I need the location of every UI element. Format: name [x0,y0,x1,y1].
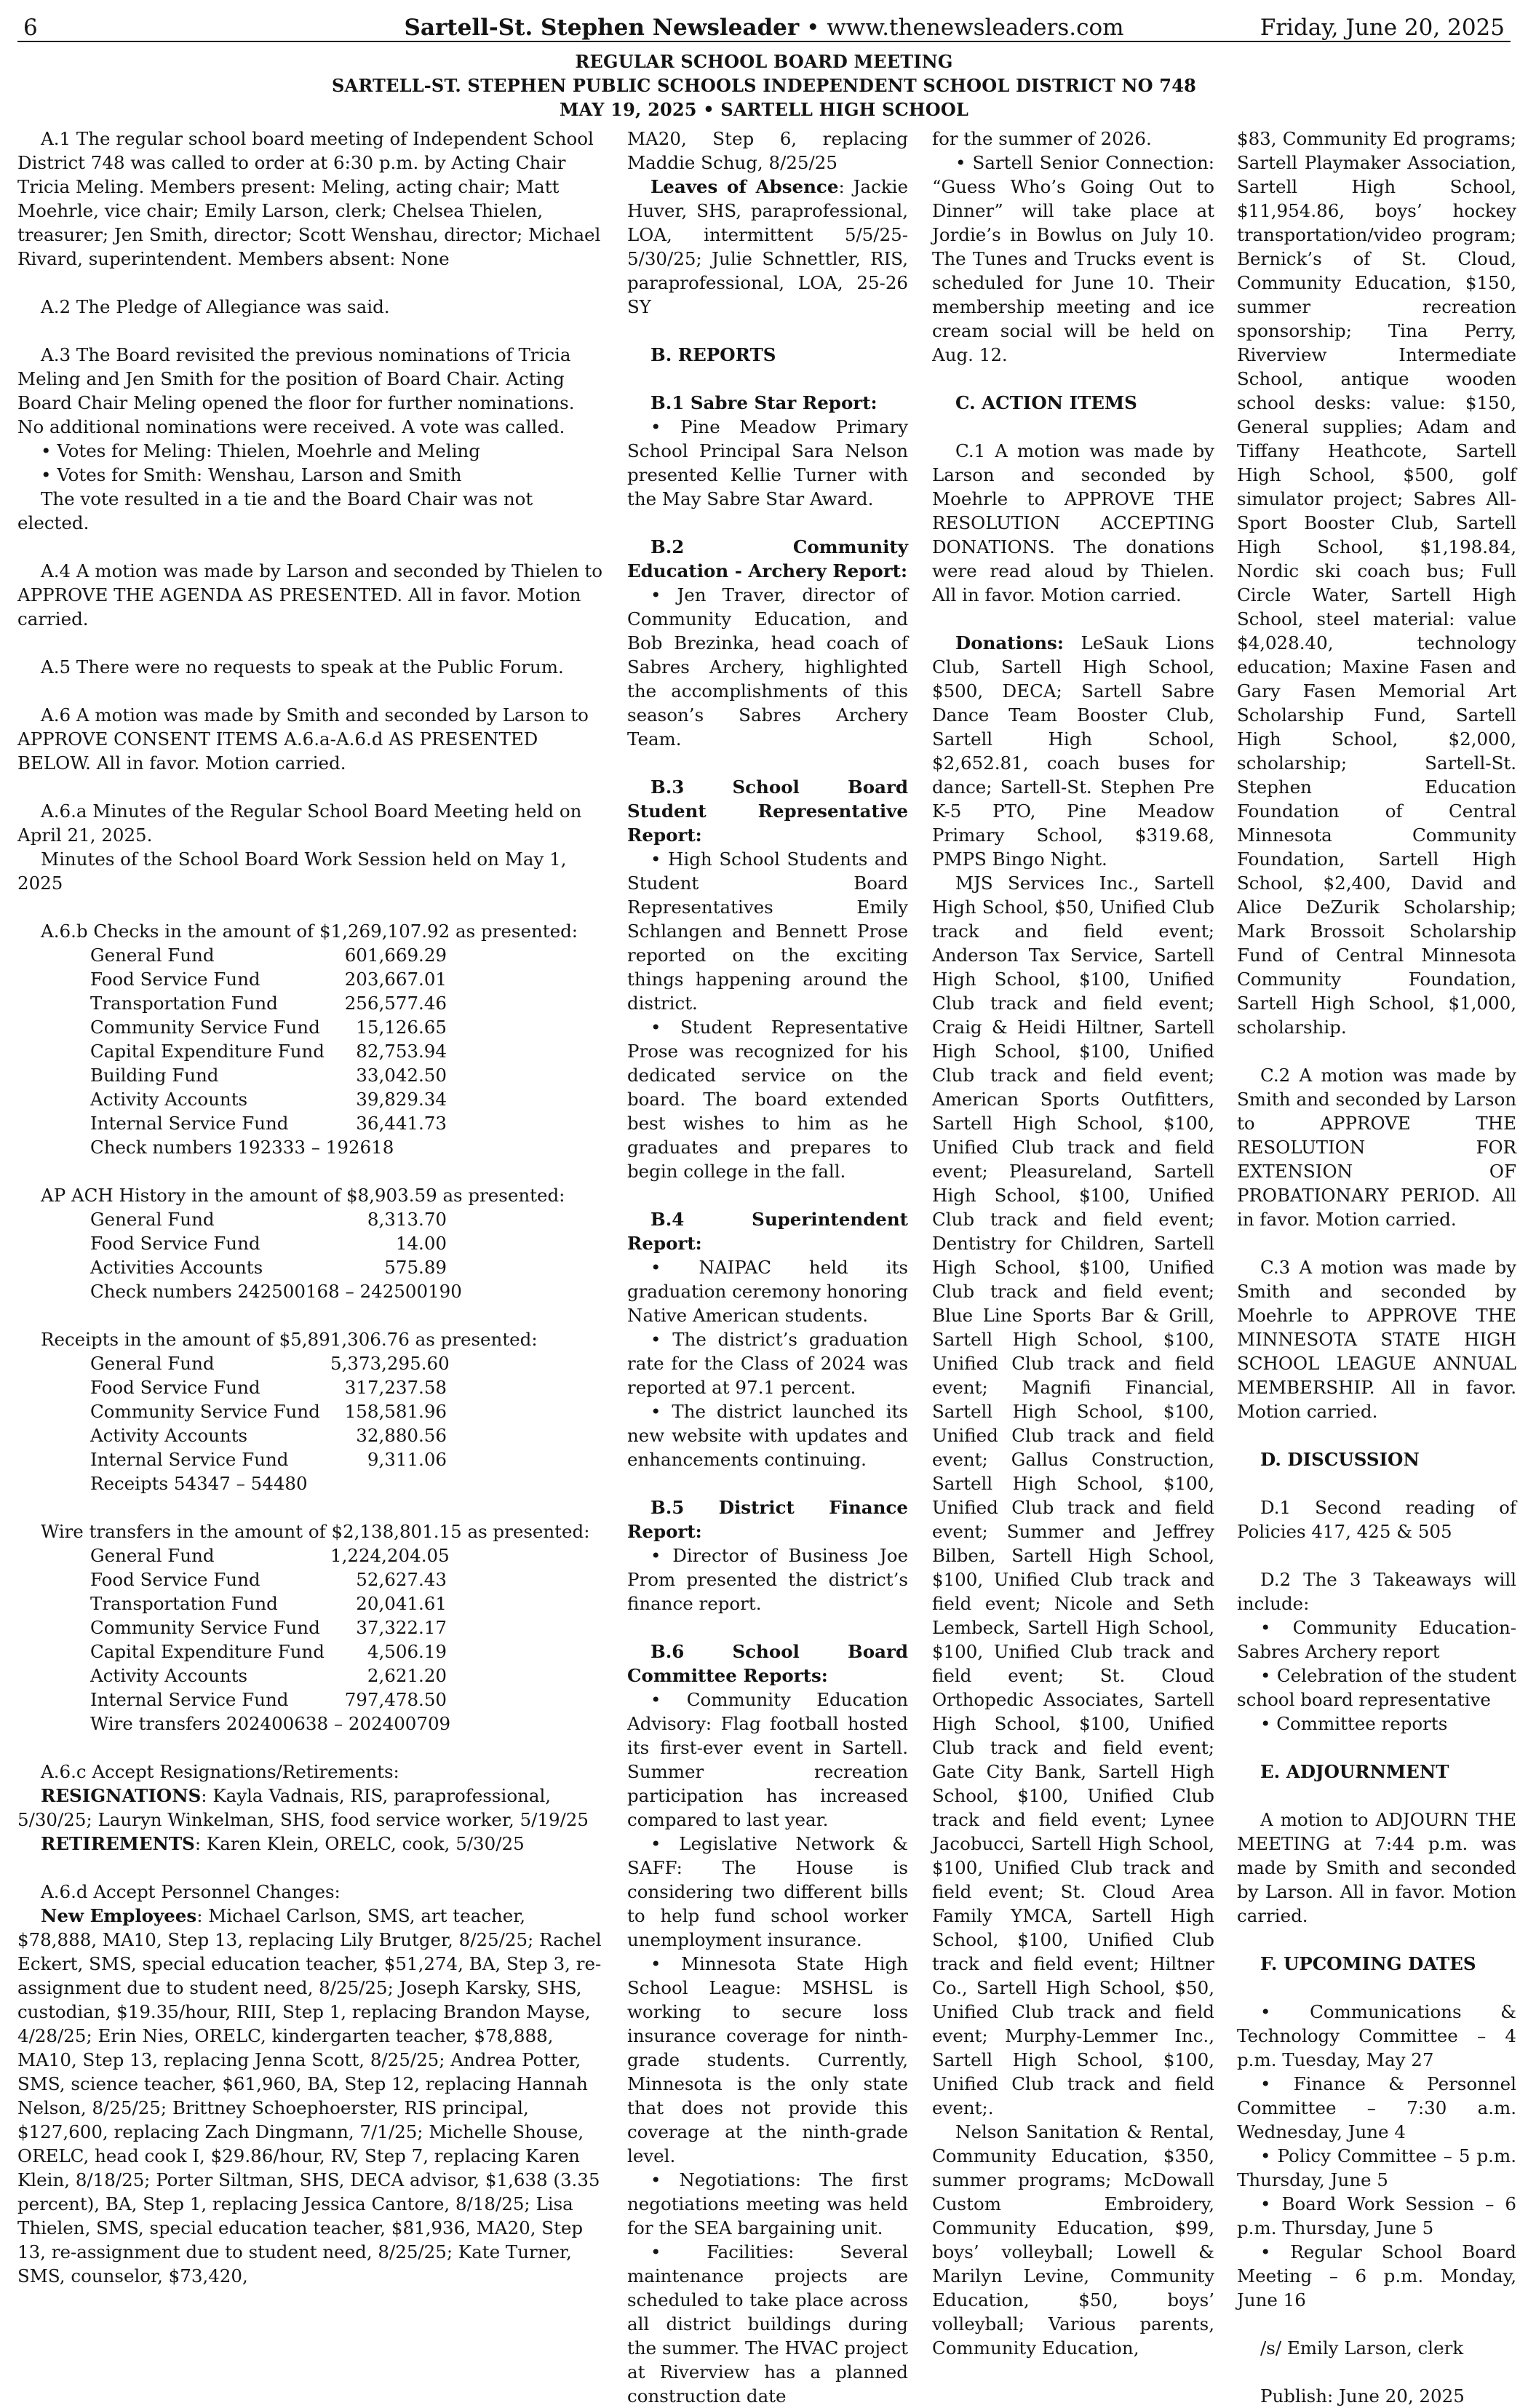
wire-intro: Wire transfers in the amount of $2,138,801.15 as presented: [41,1521,590,1542]
b3-heading: B.3 School Board Student Representative Report: [627,776,908,846]
takeaway-3: • Committee reports [1260,1713,1448,1734]
fund-row [17,1567,447,1592]
checks-fund-list [17,943,604,1135]
clerk-signature: /s/ Emily Larson, clerk [1260,2337,1464,2359]
fund-name: Internal Service Fund [90,1449,289,1470]
upcoming-date-5: • Regular School Board Meeting – 6 p.m. Monday, June 16 [1237,2241,1516,2310]
fund-amount: 36,441.73 [356,1113,447,1134]
item-a5: A.5 There were no requests to speak at the Public Forum. [41,656,564,678]
fund-amount: 4,506.19 [367,1641,447,1662]
fund-amount: 9,311.06 [367,1449,447,1470]
publish-date: Publish: June 20, 2025 [1260,2385,1465,2407]
fund-name: Activity Accounts [90,1089,248,1110]
b5-text: • Director of Business Joe Prom presented the district’s finance report. [627,1545,908,1614]
fund-amount: 317,237.58 [344,1377,447,1398]
new-employees-label: New Employees [41,1905,197,1926]
receipts-fund-list [17,1351,604,1471]
fund-amount: 8,313.70 [367,1209,447,1230]
new-employees-text: : Michael Carlson, SMS, art teacher, $78,888, MA10, Step 13, replacing Lily Brutger, 8/25/25; Rachel Eckert, SMS, special education teacher, $51,274, BA, Step 3, re-assignment due to student need, 8/25/25; Joseph Karsky, SHS, custodian, $19.35/hour, RIII, Step 1, replacing Brandon Mayse, 4/28/25; Erin Nies, ORELC, kindergarten teacher, $78,888, MA10, Step 13, replacing Jenna Scott, 8/25/25; Andrea Potter, SMS, science teacher, $61,960, BA, Step 12, replacing Hannah Nelson, 8/25/25; Brittney Schoephoerster, RIS principal, $127,600, replacing Zach Dingmann, 7/1/25; Michelle Shouse, ORELC, head cook I, $29.86/hour, RV, Step 7, replacing Karen Klein, 8/18/25; Porter Siltman, SHS, DECA advisor, $1,638 (3.35 percent), BA, Step 1, replacing Jessica Cantore, 8/18/25; Lisa Thielen, SMS, special education teacher, $81,936, MA20, Step 13, re-assignment due to student need, 8/25/25; Kate Turner, SMS, counselor, $73,420, [17,1905,602,2286]
fund-amount: 33,042.50 [356,1065,447,1086]
fund-name: Capital Expenditure Fund [90,1041,325,1062]
item-d1: D.1 Second reading of Policies 417, 425 & 505 [1237,1497,1516,1542]
b4-text-3: • The district launched its new website with updates and enhancements continuing. [627,1401,908,1470]
website: www.thenewsleaders.com [827,15,1124,41]
item-a2: A.2 The Pledge of Allegiance was said. [41,296,390,317]
b1-text: • Pine Meadow Primary School Principal Sara Nelson presented Kellie Turner with the May Sabre Star Award. [627,416,908,509]
fund-amount: 20,041.61 [356,1593,447,1614]
b4-heading: B.4 Superintendent Report: [627,1209,908,1254]
column-2 [627,127,908,2408]
fund-amount: 37,322.17 [356,1617,447,1638]
col3-continuation: for the summer of 2026. [932,128,1152,149]
donations-label: Donations: [955,632,1064,653]
masthead-separator: • [806,15,820,41]
item-a3: A.3 The Board revisited the previous nominations of Tricia Meling and Jen Smith for the position of Board Chair. Acting Board Chair Meling opened the floor for further nominations. No additional nominations were received. A vote was called. [17,344,575,437]
item-c3: C.3 A motion was made by Smith and seconded by Moehrle to APPROVE THE MINNESOTA STATE HIGH SCHOOL LEAGUE ANNUAL MEMBERSHIP. All in favor. Motion carried. [1237,1257,1516,1422]
item-d2: D.2 The 3 Takeaways will include: [1237,1569,1516,1614]
b6-text-4: • Negotiations: The first negotiations meeting was held for the SEA bargaining unit. [627,2169,908,2238]
item-a6a-work-session: Minutes of the School Board Work Session held on May 1, 2025 [17,849,567,894]
fund-name: Community Service Fund [90,1017,320,1038]
fund-row [17,991,447,1015]
item-c2: C.2 A motion was made by Smith and seconded by Larson to APPROVE THE RESOLUTION FOR EXTENSION OF PROBATIONARY PERIOD. All in favor. Motion carried. [1237,1065,1516,1230]
fund-name: Activity Accounts [90,1665,248,1686]
fund-amount: 32,880.56 [356,1425,447,1446]
item-e: A motion to ADJOURN THE MEETING at 7:44 p.m. was made by Smith and seconded by Larson. All in favor. Motion carried. [1237,1809,1516,1926]
fund-row [17,1111,447,1135]
fund-amount: 5,373,295.60 [330,1353,450,1374]
b3-text-2: • Student Representative Prose was recognized for his dedicated service on the board. The board extended best wishes to him as he graduates and prepares to begin college in the fall. [627,1017,908,1182]
fund-row [17,943,447,967]
fund-name: Food Service Fund [90,1233,260,1254]
fund-name: Community Service Fund [90,1617,320,1638]
fund-row [17,1351,450,1375]
fund-row [17,1375,447,1399]
column-4 [1237,127,1516,2408]
fund-row [17,1592,447,1616]
fund-row [17,1543,450,1567]
ach-fund-list [17,1207,604,1279]
wire-numbers: Wire transfers 202400638 – 202400709 [90,1713,451,1734]
b5-heading: B.5 District Finance Report: [627,1497,908,1542]
receipts-numbers: Receipts 54347 – 54480 [90,1473,308,1494]
article-heading [17,49,1511,122]
b4-text-1: • NAIPAC held its graduation ceremony honoring Native American students. [627,1257,908,1326]
vote-result: The vote resulted in a tie and the Board Chair was not elected. [17,488,533,533]
fund-row [17,1664,447,1688]
fund-amount: 15,126.65 [356,1017,447,1038]
fund-row [17,1447,447,1471]
fund-name: Food Service Fund [90,1377,260,1398]
fund-row [17,1087,447,1111]
fund-row [17,1231,447,1255]
fund-amount: 203,667.01 [344,969,447,990]
b6-text-1: • Community Education Advisory: Flag football hosted its first-ever event in Sartell. Summer recreation participation has increased compared to last year. [627,1689,908,1830]
item-c1: C.1 A motion was made by Larson and seconded by Moehrle to APPROVE THE RESOLUTION ACCEPTING DONATIONS. The donations were read aloud by Thielen. All in favor. Motion carried. [932,440,1214,605]
heading-line-1: REGULAR SCHOOL BOARD MEETING [575,51,953,72]
fund-amount: 1,224,204.05 [330,1545,450,1566]
column-3 [932,127,1214,2360]
fund-row [17,1063,447,1087]
donations-text-3: Nelson Sanitation & Rental, Community Education, $350, summer programs; McDowall Custom Embroidery, Community Education, $99, boys’ volleyball; Lowell & Marilyn Levine, Community Education, $50, boys’ volleyball; Various parents, Community Education, [932,2121,1214,2359]
fund-row [17,1255,447,1279]
fund-row [17,1640,447,1664]
fund-amount: 256,577.46 [344,993,447,1014]
fund-row [17,967,447,991]
b3-text-1: • High School Students and Student Board Representatives Emily Schlangen and Bennett Prose reported on the exciting things happening around the district. [627,849,908,1014]
takeaway-1: • Community Education-Sabres Archery report [1237,1617,1516,1662]
fund-amount: 601,669.29 [344,945,447,966]
fund-name: Community Service Fund [90,1401,320,1422]
fund-row [17,1039,447,1063]
b2-heading: B.2 Community Education - Archery Report: [627,536,908,581]
fund-name: Internal Service Fund [90,1689,289,1710]
section-e-heading: E. ADJOURNMENT [1260,1761,1449,1782]
fund-name: General Fund [90,1209,215,1230]
upcoming-date-3: • Policy Committee – 5 p.m. Thursday, June 5 [1237,2145,1516,2190]
fund-amount: 575.89 [384,1257,447,1278]
upcoming-date-1: • Communications & Technology Committee – 4 p.m. Tuesday, May 27 [1237,2001,1516,2070]
fund-name: Internal Service Fund [90,1113,289,1134]
fund-row [17,1015,447,1039]
resignations-label: RESIGNATIONS [41,1785,202,1806]
b4-text-2: • The district’s graduation rate for the Class of 2024 was reported at 97.1 percent. [627,1329,908,1398]
fund-name: Food Service Fund [90,1569,260,1590]
heading-line-3: MAY 19, 2025 • SARTELL HIGH SCHOOL [559,99,969,120]
item-a6: A.6 A motion was made by Smith and seconded by Larson to APPROVE CONSENT ITEMS A.6.a-A.6.d AS PRESENTED BELOW. All in favor. Motion carried. [17,704,589,774]
upcoming-date-4: • Board Work Session – 6 p.m. Thursday, June 5 [1237,2193,1516,2238]
checks-intro: A.6.b Checks in the amount of $1,269,107.92 as presented: [41,921,578,942]
ach-intro: AP ACH History in the amount of $8,903.59 as presented: [41,1185,565,1206]
fund-amount: 52,627.43 [356,1569,447,1590]
item-a6a: A.6.a Minutes of the Regular School Board Meeting held on April 21, 2025. [17,800,582,846]
column-1 [17,127,604,2288]
ach-numbers: Check numbers 242500168 – 242500190 [90,1281,462,1302]
fund-row [17,1616,447,1640]
receipts-intro: Receipts in the amount of $5,891,306.76 as presented: [41,1329,538,1350]
col2-continuation: MA20, Step 6, replacing Maddie Schug, 8/25/25 [627,128,908,173]
col4-continuation: $83, Community Ed programs; Sartell Playmaker Association, Sartell High School, $11,954.86, boys’ hockey transportation/video program; Bernick’s of St. Cloud, Community Education, $150, summer recreation sponsorship; Tina Perry, Riverview Intermediate School, antique wooden school desks: value: $150, General supplies; Adam and Tiffany Heathcote, Sartell High School, $500, golf simulator project; Sabres All-Sport Booster Club, Sartell High School, $1,198.84, Nordic ski coach bus; Full Circle Water, Sartell High School, steel material: value $4,028.40, technology education; Maxine Fasen and Gary Fasen Memorial Art Scholarship Fund, Sartell High School, $2,000, scholarship; Sartell-St. Stephen Education Foundation of Central Minnesota Community Foundation, Sartell High School, $2,400, David and Alice DeZurik Scholarship; Mark Brossoit Scholarship Fund of Central Minnesota Community Foundation, Sartell High School, $1,000, scholarship. [1237,128,1516,1038]
fund-name: Transportation Fund [90,993,278,1014]
checks-numbers: Check numbers 192333 – 192618 [90,1137,394,1158]
b1-heading: B.1 Sabre Star Report: [650,392,878,413]
upcoming-date-2: • Finance & Personnel Committee – 7:30 a.m. Wednesday, June 4 [1237,2073,1516,2142]
b6-text-5: • Facilities: Several maintenance projects are scheduled to take place across all district buildings during the summer. The HVAC project at Riverview has a planned construction date [627,2241,908,2407]
masthead [17,10,1511,42]
fund-amount: 14.00 [395,1233,447,1254]
retirements [17,1832,604,1856]
heading-line-2: SARTELL-ST. STEPHEN PUBLIC SCHOOLS INDEPENDENT SCHOOL DISTRICT NO 748 [331,75,1197,96]
fund-name: Building Fund [90,1065,219,1086]
b6-text-3: • Minnesota State High School League: MSHSL is working to secure loss insurance coverage for ninth-grade students. Currently, Minnesota is the only state that does not provide this coverage at the ninth-grade level. [627,1953,908,2166]
section-b-heading: B. REPORTS [650,344,776,365]
senior-connection: • Sartell Senior Connection: “Guess Who’s Going Out to Dinner” will take place at Jordie’s in Bowlus on July 10. The Tunes and Trucks event is scheduled for June 10. Their membership meeting and ice cream social will be held on Aug. 12. [932,152,1214,365]
fund-amount: 82,753.94 [356,1041,447,1062]
fund-row [17,1688,447,1712]
section-c-heading: C. ACTION ITEMS [955,392,1137,413]
fund-name: General Fund [90,1545,215,1566]
section-d-heading: D. DISCUSSION [1260,1449,1420,1470]
fund-name: Food Service Fund [90,969,260,990]
resignations-text: : Kayla Vadnais, RIS, paraprofessional, 5/30/25; Lauryn Winkelman, SHS, food service worker, 5/19/25 [17,1785,589,1830]
fund-amount: 39,829.34 [356,1089,447,1110]
b2-text: • Jen Traver, director of Community Education, and Bob Brezinka, head coach of Sabres Archery, highlighted the accomplishments of this season’s Sabres Archery Team. [627,584,908,750]
item-a6c: A.6.c Accept Resignations/Retirements: [41,1761,399,1782]
retirements-label: RETIREMENTS [41,1833,195,1854]
donations-text-2: MJS Services Inc., Sartell High School, $50, Unified Club track and field event; Anderson Tax Service, Sartell High School, $100, Unified Club track and field event; Craig & Heidi Hiltner, Sartell High School, $100, Unified Club track and field event; American Sports Outfitters, Sartell High School, $100, Unified Club track and field event; Pleasureland, Sartell High School, $100, Unified Club track and field event; Dentistry for Children, Sartell High School, $100, Unified Club track and field event; Blue Line Sports Bar & Grill, Sartell High School, $100, Unified Club track and field event; Magnifi Financial, Sartell High School, $100, Unified Club track and field event; Gallus Construction, Sartell High School, $100, Unified Club track and field event; Summer and Jeffrey Bilben, Sartell High School, $100, Unified Club track and field event; Nicole and Seth Lembeck, Sartell High School, $100, Unified Club track and field event; St. Cloud Orthopedic Associates, Sartell High School, $100, Unified Club track and field event; Gate City Bank, Sartell High School, $100, Unified Club track and field event; Lynee Jacobucci, Sartell High School, $100, Unified Club track and field event; St. Cloud Area Family YMCA, Sartell High School, $100, Unified Club track and field event; Hiltner Co., Sartell High School, $50, Unified Club track and field event; Murphy-Lemmer Inc., Sartell High School, $100, Unified Club track and field event;. [932,873,1214,2118]
vote-smith: • Votes for Smith: Wenshau, Larson and Smith [41,464,462,485]
fund-name: Transportation Fund [90,1593,278,1614]
donations-text-1: LeSauk Lions Club, Sartell High School, $500, DECA; Sartell Sabre Dance Team Booster Club, Sartell High School, $2,652.81, coach buses for dance; Sartell-St. Stephen Pre K-5 PTO, Pine Meadow Primary School, $319.68, PMPS Bingo Night. [932,632,1214,870]
item-a6d: A.6.d Accept Personnel Changes: [41,1881,341,1902]
wire-fund-list [17,1543,604,1712]
leaves-of-absence [627,175,908,319]
fund-row [17,1207,447,1231]
leaves-label: Leaves of Absence [650,176,839,197]
paper-name: Sartell-St. Stephen Newsleader [404,15,800,41]
donations [932,631,1214,871]
new-employees [17,1904,604,2288]
retirements-text: : Karen Klein, ORELC, cook, 5/30/25 [194,1833,525,1854]
b6-heading: B.6 School Board Committee Reports: [627,1641,908,1686]
fund-name: General Fund [90,1353,215,1374]
resignations [17,1784,604,1832]
fund-amount: 797,478.50 [344,1689,447,1710]
item-a4: A.4 A motion was made by Larson and seconded by Thielen to APPROVE THE AGENDA AS PRESENTED. All in favor. Motion carried. [17,560,602,629]
vote-meling: • Votes for Meling: Thielen, Moehrle and Meling [41,440,480,461]
leaves-text: : Jackie Huver, SHS, paraprofessional, LOA, intermittent 5/5/25-5/30/25; Julie Schnettler, RIS, paraprofessional, LOA, 25-26 SY [627,176,909,317]
fund-name: Activities Accounts [90,1257,263,1278]
issue-date: Friday, June 20, 2025 [1260,15,1505,41]
page-number: 6 [23,15,38,41]
fund-name: Activity Accounts [90,1425,248,1446]
item-a1: A.1 The regular school board meeting of Independent School District 748 was called to order at 6:30 p.m. by Acting Chair Tricia Meling. Members present: Meling, acting chair; Matt Moehrle, vice chair; Emily Larson, clerk; Chelsea Thielen, treasurer; Jen Smith, director; Scott Wenshau, director; Michael Rivard, superintendent. Members absent: None [17,128,601,269]
fund-amount: 2,621.20 [367,1665,447,1686]
fund-row [17,1423,447,1447]
takeaway-2: • Celebration of the student school board representative [1237,1665,1516,1710]
fund-name: General Fund [90,945,215,966]
fund-row [17,1399,447,1423]
fund-name: Capital Expenditure Fund [90,1641,325,1662]
section-f-heading: F. UPCOMING DATES [1260,1953,1476,1974]
fund-amount: 158,581.96 [344,1401,447,1422]
b6-text-2: • Legislative Network & SAFF: The House is considering two different bills to help fund school worker unemployment insurance. [627,1833,908,1950]
